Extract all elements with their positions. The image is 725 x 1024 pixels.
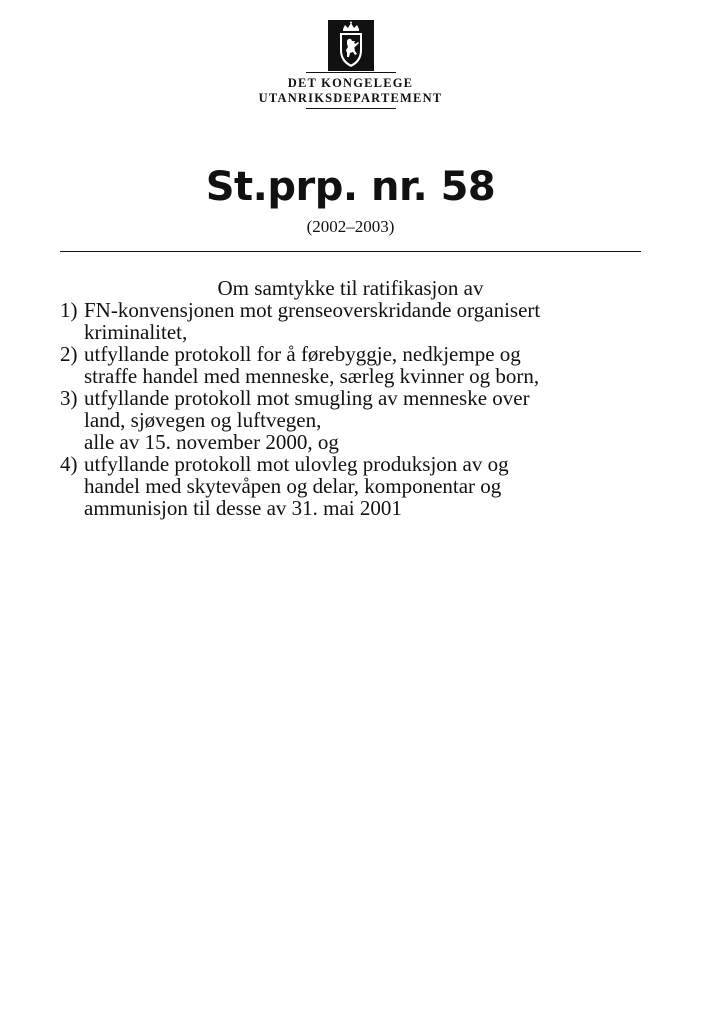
- title-divider: [60, 251, 641, 252]
- header-rule-top: [306, 72, 396, 73]
- header-rule-bottom: [306, 108, 396, 109]
- ministry-name-line2: UTANRIKSDEPARTEMENT: [258, 91, 443, 105]
- list-item-number: 3): [60, 386, 78, 410]
- list-item-line: straffe handel med menneske, særleg kvinner og born,: [84, 364, 540, 388]
- list-item: [60, 299, 650, 343]
- list-item-line: kriminalitet,: [84, 320, 188, 344]
- list-item-line: alle av 15. november 2000, og: [84, 430, 339, 454]
- subject-block: [60, 277, 650, 519]
- list-item: [60, 453, 650, 519]
- list-item-number: 4): [60, 452, 78, 476]
- document-title: St.prp. nr. 58: [205, 164, 496, 210]
- list-item-number: 2): [60, 342, 78, 366]
- list-item-line: land, sjøvegen og luftvegen,: [84, 408, 322, 432]
- list-item-line: FN-konvensjonen mot grenseoverskridande organisert: [84, 298, 541, 322]
- ministry-name-line1: DET KONGELEGE: [287, 76, 414, 90]
- list-item-line: ammunisjon til desse av 31. mai 2001: [84, 496, 402, 520]
- norwegian-coat-of-arms-icon: [328, 20, 374, 71]
- document-session: (2002–2003): [306, 217, 395, 236]
- list-item: [60, 343, 650, 387]
- list-item-line: utfyllande protokoll for å førebyggje, nedkjempe og: [84, 342, 521, 366]
- list-item: [60, 387, 650, 453]
- list-item-number: 1): [60, 298, 78, 322]
- subject-intro: Om samtykke til ratifikasjon av: [217, 276, 484, 300]
- list-item-line: utfyllande protokoll mot smugling av menneske over: [84, 386, 530, 410]
- list-item-line: handel med skytevåpen og delar, komponentar og: [84, 474, 502, 498]
- list-item-line: utfyllande protokoll mot ulovleg produksjon av og: [84, 452, 509, 476]
